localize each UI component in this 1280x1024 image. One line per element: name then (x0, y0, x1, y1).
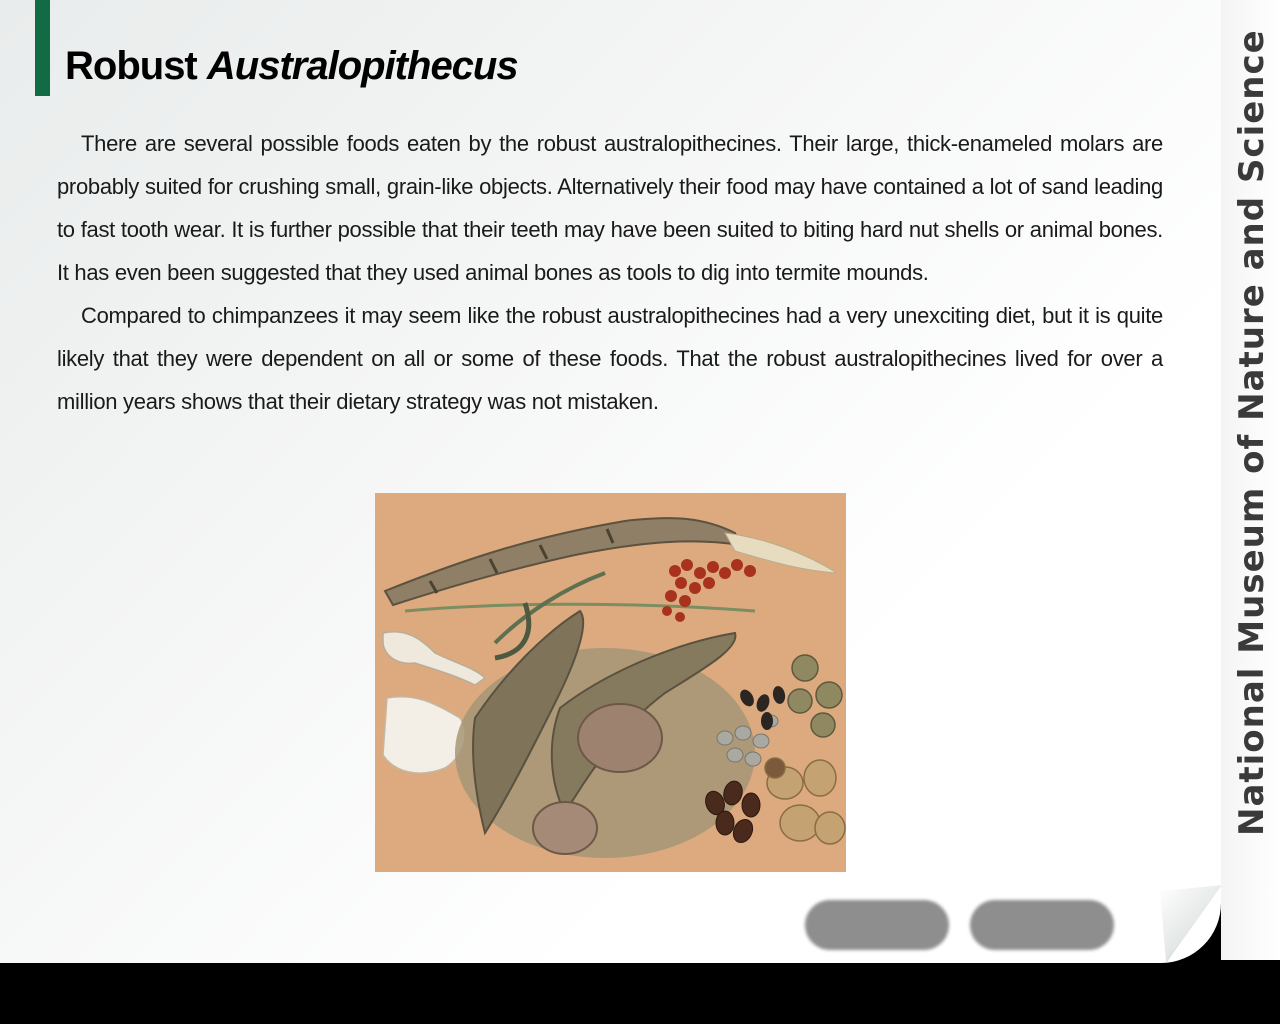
page-curl-corner (1160, 885, 1221, 963)
article-body (57, 122, 1163, 423)
food-samples-photo (375, 493, 846, 872)
title-plain: Robust (65, 44, 197, 88)
title-italic: Australopithecus (206, 44, 518, 88)
paragraph-2: Compared to chimpanzees it may seem like the robust australopithecines had a very unexciting diet, but it is quite likely that they were dependent on all or some of these foods. That the robust australopithecines lived for over a million years shows that their dietary strategy was not mistaken. (57, 303, 1163, 414)
corm (578, 704, 662, 772)
paragraph-1: There are several possible foods eaten by the robust australopithecines. Their large, thick-enameled molars are probably suited for crushing small, grain-like objects. Alternatively their food may have contained a lot of sand leading to fast tooth wear. It is further possible that their teeth may have been suited to biting hard nut shells or animal bones. It has even been suggested that they used animal bones as tools to dig into termite mounds. (57, 131, 1163, 285)
food-samples-illustration (375, 493, 846, 872)
title-accent-bar (35, 0, 50, 96)
next-page-button[interactable] (970, 900, 1114, 950)
page-title (65, 40, 518, 92)
previous-page-button[interactable] (805, 900, 949, 950)
museum-name-label: National Museum of Nature and Science (1232, 29, 1272, 836)
bulb (533, 802, 597, 854)
side-band-footer (1221, 960, 1280, 1024)
